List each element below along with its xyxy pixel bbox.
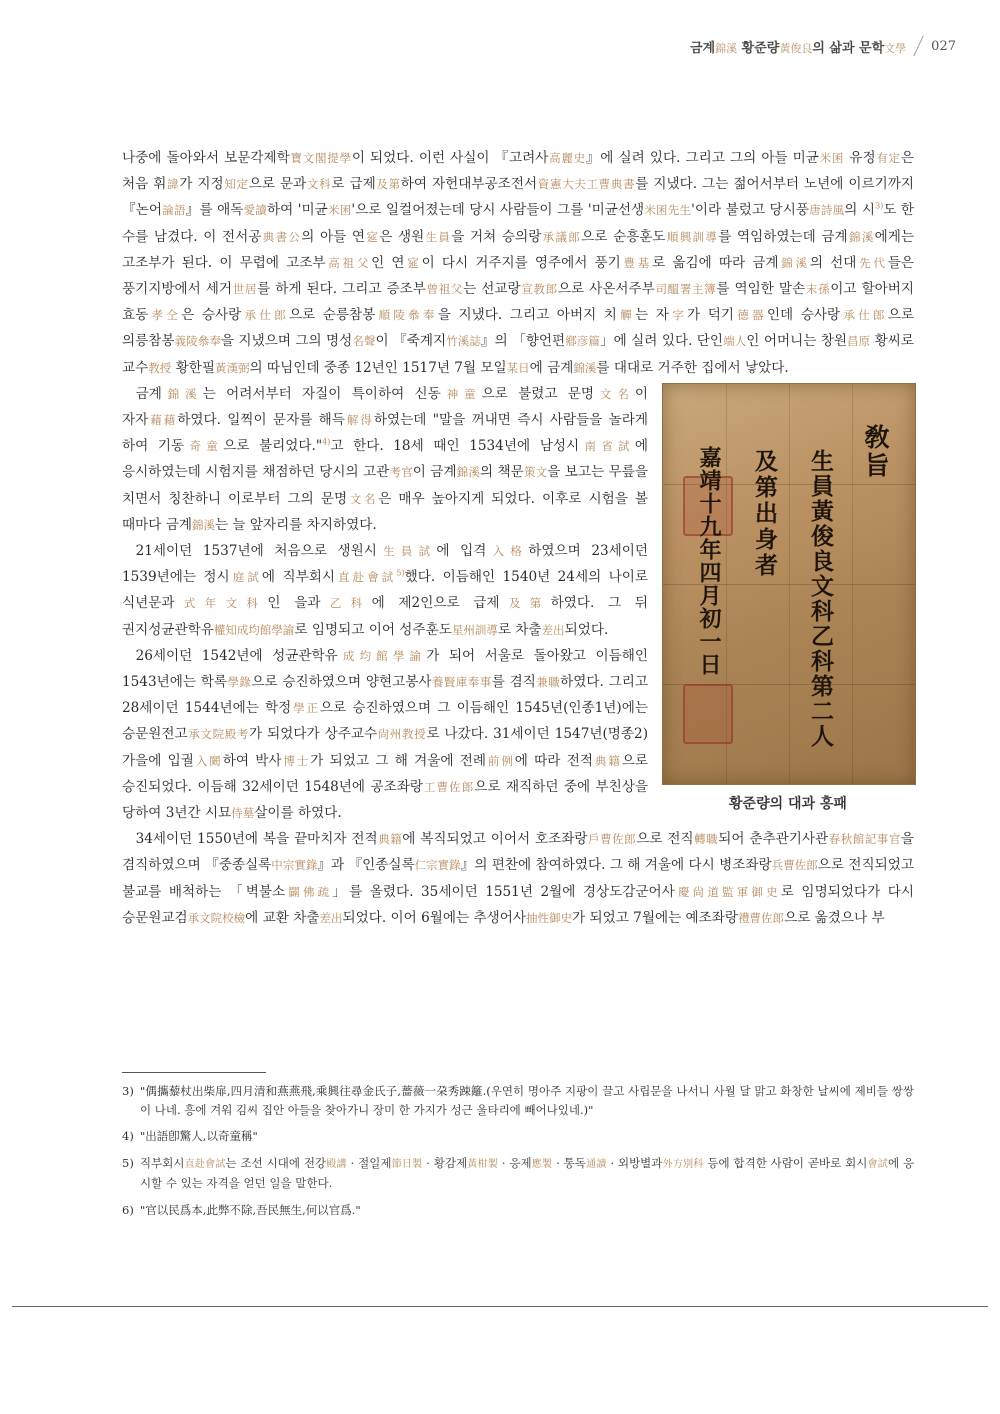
text-run: 는 조선 시대에 전강 xyxy=(225,1155,327,1170)
text-run: 에 따라 전적 xyxy=(514,752,593,769)
hanja-gloss: 字 xyxy=(668,308,687,323)
text-run: 을 겸직하였으며 『중종실록 xyxy=(122,831,915,874)
hanja-gloss: 教授 xyxy=(148,360,172,375)
hanja-gloss: 仁宗實錄 xyxy=(414,858,461,873)
hanja-gloss: 式年文科 xyxy=(174,596,268,611)
hanja-gloss: 抽性御史 xyxy=(526,910,572,925)
hanja-gloss: 高祖父 xyxy=(325,255,372,270)
text-run: 로 임명되었다가 다시 승문원교검 xyxy=(122,883,914,926)
text-run: 26세이던 1542년에 성균관학유 xyxy=(135,647,338,664)
text-run: 』를 애독 xyxy=(185,202,244,219)
certificate-image xyxy=(662,383,916,785)
hanja-gloss: 某日 xyxy=(506,360,530,375)
hanja-gloss: 昌原 xyxy=(847,334,871,349)
hanja-gloss: 策文 xyxy=(523,465,548,480)
text-run: 에 응시하였는데 시험지를 채점하던 당시의 고관 xyxy=(122,438,649,481)
hanja-gloss: 宣教郎 xyxy=(520,282,558,297)
text-run: 으로 사온서주부 xyxy=(557,281,655,298)
hanja-gloss: 前例 xyxy=(486,753,515,768)
text-run: 되어 춘추관기사관 xyxy=(718,831,829,848)
hanja-gloss: 曾祖父 xyxy=(425,282,464,297)
hanja-gloss: 錦溪 xyxy=(191,517,215,532)
text-run: 하였으며 23세이던 1539년에는 정시 xyxy=(122,543,649,586)
hanja-gloss: 寶文閣提學 xyxy=(289,151,352,165)
text-run: 」를 올렸다. 35세이던 1551년 2월에 경상도감군어사 xyxy=(332,883,675,900)
text-run: 를 대대로 거주한 집에서 낳았다. xyxy=(596,359,789,376)
hanja-gloss: 資憲大夫工曹典書 xyxy=(537,177,636,192)
hanja-gloss: 乙科 xyxy=(320,596,372,611)
text-run: 살이를 하였다. xyxy=(254,805,342,822)
hanja-gloss: 會試 xyxy=(867,1158,888,1170)
text-run: · 외방별과 xyxy=(606,1155,663,1170)
footnote-text xyxy=(140,1127,914,1146)
text-run: 으로 승진되었다. 이듬해 32세이던 1548년에 공조좌랑 xyxy=(122,752,649,795)
hanja-gloss: 觶 xyxy=(616,308,636,323)
text-run: "官以民爲本,此弊不除,吾民無生,何以官爲." xyxy=(140,1202,361,1217)
text-run: "偶攜藜杖出柴扉,四月清和燕燕飛,乘興往尋金氏子,薔薇一朶秀踈籬.(우연히 명아주 지팡이 끌고 사립문을 나서니 사월 달 맑고 화창한 날씨에 제비들 쌍쌍이 나네. 흥에 겨워 김씨 집안 아들을 찾아가니 장미 한 가지가 성근 울타리에 빼어나있네.)" xyxy=(140,1084,914,1117)
text-run: 의 선대 xyxy=(809,254,857,271)
hanja-gloss: 順興訓導 xyxy=(665,229,719,244)
hanja-gloss: 兼職 xyxy=(535,675,561,690)
hanja-gloss: 錦溪 xyxy=(778,255,810,270)
hanja-gloss: 生員試 xyxy=(376,544,437,559)
text-run: 로 임명되고 이어 성주훈도 xyxy=(294,621,452,638)
doc-text-column: 敎旨 xyxy=(861,423,890,480)
text-run: 이 금계 xyxy=(412,464,457,481)
text-run: 』의 편찬에 참여하였다. 그 해 겨울에 다시 병조좌랑 xyxy=(460,857,772,874)
hanja-gloss: 春秋館記事官 xyxy=(828,832,901,847)
text-run: 가 되었고 7월에는 예조좌랑 xyxy=(572,909,739,926)
hanja-gloss: 侍墓 xyxy=(231,806,255,821)
hanja-gloss: 養賢庫奉事 xyxy=(431,675,492,690)
text-run: 금계 xyxy=(135,385,162,402)
text-run: 은 매우 높아지게 되었다. 이후로 시험을 볼 때마다 금계 xyxy=(122,490,649,533)
hanja-gloss: 名聲 xyxy=(352,334,376,349)
hanja-gloss: 高麗史 xyxy=(548,151,586,165)
hanja-gloss: 㝚 xyxy=(365,229,380,244)
hanja-gloss: 直赴會試 xyxy=(334,570,397,585)
hanja-gloss: 闢佛疏 xyxy=(285,884,333,899)
text-run: 에 직부회시 xyxy=(261,569,335,586)
text-run: 34세이던 1550년에 복을 끝마치자 전적 xyxy=(135,831,378,848)
footnotes xyxy=(122,1082,914,1227)
text-run: 등에 합격한 사람이 곧바로 회시 xyxy=(703,1155,868,1170)
text-run: 인 어머니는 창원 xyxy=(746,333,848,350)
hanja-gloss: 錦溪 xyxy=(456,465,480,480)
doc-text-column: 及第出身者 xyxy=(751,448,778,579)
hanja-gloss: 慶尙道監軍御史 xyxy=(674,884,781,899)
footnote xyxy=(122,1127,914,1146)
seal-stamp xyxy=(683,684,733,744)
hanja-gloss: 文科 xyxy=(306,177,332,192)
text-run: 에 복직되었고 이어서 호조좌랑 xyxy=(402,831,588,848)
hanja-gloss: 承仕郎 xyxy=(840,308,888,323)
text-run: 하여 박사 xyxy=(222,752,282,769)
text-run: 은 승사랑 xyxy=(181,307,242,324)
hanja-gloss: 錦溪 xyxy=(847,229,875,244)
hanja-gloss: 承議郎 xyxy=(541,229,582,244)
text-run: 되었다. xyxy=(564,621,609,638)
footnote-number: 4) xyxy=(122,1129,134,1143)
text-run: 했다. 이듬해인 1540년 24세의 나이로 식년문과 xyxy=(122,569,649,612)
doc-text-column: 生員黃俊良文科乙科第二人 xyxy=(807,448,834,749)
paragraph xyxy=(122,826,914,931)
hanja-gloss: 學錄 xyxy=(227,675,252,690)
text-run: 는 어려서부터 자질이 특이하여 신동 xyxy=(202,385,441,402)
footnote-text xyxy=(140,1201,914,1220)
hanja-gloss: 通讀 xyxy=(585,1158,607,1170)
hanja-gloss: 工曹佐郎 xyxy=(422,779,475,794)
hanja-gloss: 末孫 xyxy=(805,282,831,297)
footnote-text xyxy=(140,1082,914,1119)
footnote-ref: 4) xyxy=(322,437,331,447)
text-run: 로 차출 xyxy=(497,621,542,638)
hanja-gloss: 解得 xyxy=(344,413,374,428)
text-run: 를 역임한 말손 xyxy=(716,281,806,298)
paragraph xyxy=(122,145,914,381)
text-run: 으로 옮겼으나 부 xyxy=(784,909,885,926)
text-run: '이라 불렀고 당시풍 xyxy=(691,202,809,219)
hanja-gloss: 成均館學諭 xyxy=(337,648,427,663)
text-run: 의 책문 xyxy=(479,464,524,481)
hanja-gloss: 㝚 xyxy=(404,255,422,270)
hanja-gloss: 博士 xyxy=(281,753,311,768)
hanja-gloss: 黃漢弼 xyxy=(214,360,250,375)
footnote xyxy=(122,1154,914,1193)
text-run: 으로 승진하였으며 그 이듬해인 1545년(인종1년)에는 승문원전고 xyxy=(122,700,648,743)
text-run: 으로 순흥훈도 xyxy=(581,228,666,245)
hanja-gloss: 鄕彦篇 xyxy=(565,334,600,349)
text-run: "出語卽驚人,以奇童稱" xyxy=(140,1129,258,1143)
hanja-gloss: 轉職 xyxy=(693,832,719,847)
text-run: 를 하게 된다. 그리고 증조부 xyxy=(257,281,426,298)
text-run: 이 되었다. 이런 사실이 『고려사 xyxy=(351,150,549,166)
text-run: 나중에 돌아와서 보문각제학 xyxy=(122,150,290,166)
doc-text-column: 嘉靖十九年四月初一日 xyxy=(696,445,722,676)
hanja-gloss: 典書公 xyxy=(261,229,302,244)
text-run: 에 제2인으로 급제 xyxy=(371,595,500,612)
text-run: 을 지냈으며 그의 명성 xyxy=(220,333,353,350)
text-run: 가 덕기 xyxy=(686,307,734,324)
text-run: 가 되었다가 상주교수 xyxy=(249,726,378,743)
hanja-gloss: 孝仝 xyxy=(148,308,182,323)
text-run: · 황감제 xyxy=(422,1155,468,1170)
hanja-gloss: 德器 xyxy=(734,308,767,323)
text-run: 황씨로 교수 xyxy=(122,333,915,376)
text-run: 로 급제 xyxy=(331,176,376,193)
text-run: 」에 실려 있다. 단인 xyxy=(599,333,724,350)
page-number: 027 xyxy=(931,38,956,54)
text-run: 를 역임하였는데 금계 xyxy=(718,228,848,245)
hanja-gloss: 戶曹佐郎 xyxy=(587,832,637,847)
hanja-gloss: 禮曹佐郎 xyxy=(738,910,785,925)
hanja-gloss: 生員 xyxy=(424,229,452,244)
text-run: 은 처음 휘 xyxy=(122,150,915,193)
text-run: 의 시 xyxy=(844,202,876,219)
hanja-gloss: 司醞署主簿 xyxy=(654,282,717,297)
hanja-gloss: 錦溪 xyxy=(161,386,203,401)
hanja-gloss: 米囷 xyxy=(818,151,845,165)
text-run: 의 따님인데 중종 12년인 1517년 7월 모일 xyxy=(249,359,507,376)
text-run: 은 생원 xyxy=(379,228,425,245)
hanja-gloss: 學正 xyxy=(291,701,320,716)
footnote-number: 6) xyxy=(122,1202,134,1217)
text-run: 들은 풍기지방에서 세거 xyxy=(122,254,915,298)
hanja-gloss: 先代 xyxy=(856,255,888,270)
main-text xyxy=(122,145,914,931)
text-run: 이 『죽계지 xyxy=(375,333,447,350)
hanja-gloss: 入格 xyxy=(486,544,529,559)
hanja-gloss: 權知成均館學諭 xyxy=(213,622,295,637)
text-run: 에 교환 차출 xyxy=(245,909,320,926)
text-run: 이 다시 거주지를 영주에서 풍기 xyxy=(421,254,621,271)
hanja-gloss: 竹溪誌 xyxy=(446,334,481,349)
text-run: 는 자 xyxy=(635,307,669,324)
hanja-gloss: 承文院校檢 xyxy=(187,910,246,925)
text-run: 유정 xyxy=(844,150,876,166)
hanja-gloss: 兵曹佐郎 xyxy=(771,858,818,873)
hanja-gloss: 及第 xyxy=(499,596,551,611)
hanja-gloss: 直赴會試 xyxy=(184,1158,226,1170)
text-run: 로 나갔다. 31세이던 1547년(명종2) 가을에 입궐 xyxy=(122,726,648,769)
text-run: 를 겸직 xyxy=(491,674,536,691)
text-run: 으로 전직되었고 불교를 배척하는 「벽불소 xyxy=(122,857,915,900)
header-divider xyxy=(914,36,924,56)
text-run: 하여 '미균 xyxy=(267,202,328,219)
text-run: 하였다. 그 뒤 권지성균관학유 xyxy=(122,595,649,638)
hanja-gloss: 黃柑製 xyxy=(467,1158,498,1170)
footnote-rule xyxy=(122,1072,266,1073)
hanja-gloss: 南省試 xyxy=(579,439,635,454)
hanja-gloss: 米囷先生 xyxy=(644,203,692,218)
figure-hongpae xyxy=(662,383,914,813)
text-run: 』과 『인종실록 xyxy=(317,857,415,874)
hanja-gloss: 承仕郎 xyxy=(241,308,289,323)
hanja-gloss: 文名 xyxy=(347,491,379,506)
page-bottom-rule xyxy=(12,1306,988,1307)
text-run: 의 아들 연 xyxy=(301,228,366,245)
text-run: 를 지냈다. 그는 젊어서부터 노년에 이르기까지 『논어 xyxy=(122,176,915,219)
text-run: 에 금계 xyxy=(529,359,574,376)
hanja-gloss: 節日製 xyxy=(391,1158,423,1170)
hanja-gloss: 論語 xyxy=(162,203,186,218)
text-run: 가 되어 서울로 돌아왔고 이듬해인 1543년에는 학록 xyxy=(122,647,648,691)
text-run: 으로 의릉참봉 xyxy=(122,307,915,350)
hanja-gloss: 尙州教授 xyxy=(377,727,427,742)
text-run: 황한필 xyxy=(171,359,215,376)
hanja-gloss: 典籍 xyxy=(592,753,622,768)
text-run: 으로 불리었다." xyxy=(223,438,323,455)
text-run: 에게는 고조부가 된다. 이 무렵에 고조부 xyxy=(122,228,915,271)
hanja-gloss: 愛讀 xyxy=(243,203,267,218)
text-run: 로 옮김에 따라 금계 xyxy=(652,254,779,271)
text-run: 가 되었고 그 해 겨울에 전례 xyxy=(310,752,486,769)
text-run: 이고 할아버지 효동 xyxy=(122,281,914,324)
text-run: 하였는데 "말을 꺼내면 즉시 사람들을 놀라게 하여 기동 xyxy=(122,412,649,455)
text-run: 』의 「향언편 xyxy=(480,333,566,350)
hanja-gloss: 差出 xyxy=(319,910,343,925)
text-run: 도 한 수를 남겼다. 이 전서공 xyxy=(122,202,915,245)
hanja-gloss: 諱 xyxy=(166,177,180,192)
text-run: 되었다. 이어 6월에는 추생어사 xyxy=(342,909,526,926)
footnote xyxy=(122,1201,914,1220)
hanja-gloss: 殿講 xyxy=(326,1158,347,1170)
hanja-gloss: 藉藉 xyxy=(148,413,178,428)
hanja-gloss: 順陵叅奉 xyxy=(375,308,438,323)
footnote xyxy=(122,1082,914,1119)
text-run: 으로 순릉참봉 xyxy=(288,307,376,324)
hanja-gloss: 豊基 xyxy=(620,255,653,270)
text-run: · 통독 xyxy=(552,1155,586,1170)
text-run: 을 지냈다. 그리고 아버지 치 xyxy=(437,307,617,324)
text-run: 으로 재직하던 중에 부친상을 당하여 3년간 시묘 xyxy=(122,778,649,822)
text-run: 을 보고는 무릎을 치면서 칭찬하니 이로부터 그의 문명 xyxy=(122,464,649,507)
hanja-gloss: 應製 xyxy=(531,1158,553,1170)
footnote-number: 5) xyxy=(122,1155,134,1170)
running-title: 금계錦溪 황준량黃俊良의 삶과 문학文學 xyxy=(690,40,907,56)
hanja-gloss: 差出 xyxy=(541,622,565,637)
hanja-gloss: 入闕 xyxy=(193,753,223,768)
hanja-gloss: 神童 xyxy=(440,386,482,401)
hanja-gloss: 及第 xyxy=(375,177,401,192)
text-run: 는 선교랑 xyxy=(463,281,521,298)
text-run: 으로 승진하였으며 양현고봉사 xyxy=(251,674,432,691)
text-run: 직부회시 xyxy=(140,1155,185,1170)
hanja-gloss: 米囷 xyxy=(327,203,352,218)
text-run: 하여 자헌대부공조전서 xyxy=(400,176,538,193)
hanja-gloss: 有定 xyxy=(875,151,901,165)
footnote-ref: 3) xyxy=(875,201,884,211)
text-run: 으로 불렸고 문명 xyxy=(481,385,595,402)
text-run: 인 을과 xyxy=(267,595,321,612)
hanja-gloss: 考官 xyxy=(389,465,413,480)
text-run: 에 입격 xyxy=(436,543,487,560)
text-run: 을 거쳐 승의랑 xyxy=(451,228,542,245)
text-run: 으로 문과 xyxy=(248,176,307,193)
footnote-text xyxy=(140,1154,914,1193)
text-run: 인데 승사랑 xyxy=(766,307,841,324)
hanja-gloss: 中宗實錄 xyxy=(271,858,318,873)
hanja-gloss: 唐詩風 xyxy=(808,203,845,218)
text-run: 21세이던 1537년에 처음으로 생원시 xyxy=(135,543,377,560)
footnote-ref: 5) xyxy=(396,568,405,578)
hanja-gloss: 星州訓導 xyxy=(451,622,498,637)
text-run: 는 늘 앞자리를 차지하였다. xyxy=(214,516,377,533)
hanja-gloss: 庭試 xyxy=(229,570,262,585)
text-run: 고 한다. 18세 때인 1534년에 남성시 xyxy=(330,438,580,455)
hanja-gloss: 典籍 xyxy=(377,832,403,847)
text-run: 이 자자 xyxy=(122,385,649,429)
hanja-gloss: 錦溪 xyxy=(573,360,597,375)
text-run: · 응제 xyxy=(497,1155,532,1170)
hanja-gloss: 端人 xyxy=(723,334,747,349)
running-header xyxy=(690,36,956,56)
hanja-gloss: 世居 xyxy=(232,282,258,297)
text-run: 하였다. 일찍이 문자를 해득 xyxy=(177,412,345,429)
text-run: 인 연 xyxy=(371,254,405,271)
hanja-gloss: 義陵叅奉 xyxy=(174,334,221,349)
hanja-gloss: 承文院殿考 xyxy=(187,727,250,742)
footnote-number: 3) xyxy=(122,1084,134,1098)
text-run: 』에 실려 있다. 그리고 그의 아들 미균 xyxy=(585,150,819,166)
hanja-gloss: 外方別科 xyxy=(662,1158,704,1170)
text-run: 에 응시할 수 있는 자격을 얻던 일을 말한다. xyxy=(140,1155,915,1190)
text-run: 하였다. 그리고 28세이던 1544년에는 학정 xyxy=(122,674,649,717)
text-run: · 절일제 xyxy=(346,1155,392,1170)
figure-caption: 황준량의 대과 홍패 xyxy=(729,795,847,812)
text-run: 가 지정 xyxy=(179,176,224,193)
hanja-gloss: 奇童 xyxy=(184,439,224,454)
hanja-gloss: 文名 xyxy=(594,386,635,401)
text-run: 으로 전직 xyxy=(636,831,694,848)
hanja-gloss: 知定 xyxy=(223,177,249,192)
text-run: '으로 일컬어졌는데 당시 사람들이 그를 '미균선생 xyxy=(351,202,645,219)
